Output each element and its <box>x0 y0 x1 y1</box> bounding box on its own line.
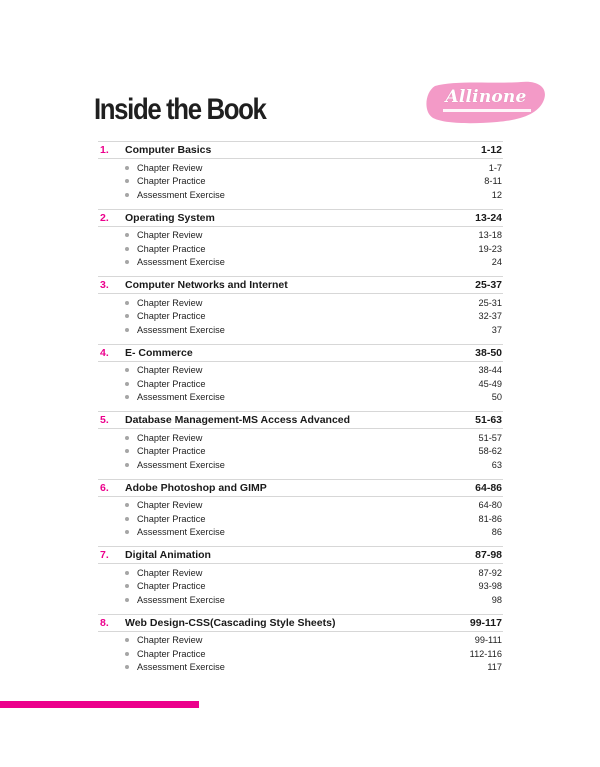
toc-subitem[interactable] <box>98 634 503 648</box>
section-title: E- Commerce <box>125 346 193 359</box>
toc-subitem[interactable] <box>98 566 503 580</box>
bullet-icon <box>125 638 129 642</box>
subitem-pages: 13-18 <box>478 230 502 241</box>
subitem-label: Assessment Exercise <box>137 257 225 268</box>
section-number: 8. <box>100 616 109 629</box>
subitem-label: Assessment Exercise <box>137 459 225 470</box>
toc-section-6 <box>98 479 503 540</box>
toc-subitem[interactable] <box>98 661 503 675</box>
subitem-label: Chapter Review <box>137 162 203 173</box>
section-title: Adobe Photoshop and GIMP <box>125 481 267 494</box>
allinone-logo <box>425 80 547 126</box>
subitem-pages: 117 <box>487 662 502 673</box>
section-heading[interactable] <box>98 411 503 429</box>
bullet-icon <box>125 598 129 602</box>
bullet-icon <box>125 503 129 507</box>
bullet-icon <box>125 665 129 669</box>
bullet-icon <box>125 193 129 197</box>
bullet-icon <box>125 463 129 467</box>
toc-subitem[interactable] <box>98 445 503 459</box>
toc-subitem[interactable] <box>98 512 503 526</box>
subitem-label: Chapter Review <box>137 432 203 443</box>
toc-subitem[interactable] <box>98 310 503 324</box>
subitem-label: Assessment Exercise <box>137 324 225 335</box>
section-number: 6. <box>100 481 109 494</box>
logo-text: Allinone <box>445 87 527 107</box>
subitem-label: Chapter Review <box>137 297 203 308</box>
logo-tagline <box>443 109 531 112</box>
subitem-pages: 37 <box>491 324 502 335</box>
section-heading[interactable] <box>98 276 503 294</box>
toc-subitem[interactable] <box>98 323 503 337</box>
toc-section-5 <box>98 411 503 472</box>
toc-subitem[interactable] <box>98 364 503 378</box>
subitem-pages: 93-98 <box>478 581 502 592</box>
subitem-pages: 87-92 <box>478 567 502 578</box>
subitem-label: Chapter Practice <box>137 513 206 524</box>
footer-accent-bar <box>0 701 199 708</box>
subitem-label: Assessment Exercise <box>137 594 225 605</box>
section-number: 5. <box>100 414 109 426</box>
toc-section-8 <box>98 614 503 675</box>
bullet-icon <box>125 382 129 386</box>
subitem-label: Chapter Review <box>137 567 203 578</box>
toc-subitem[interactable] <box>98 188 503 202</box>
toc-subitem[interactable] <box>98 175 503 189</box>
bullet-icon <box>125 652 129 656</box>
bullet-icon <box>125 260 129 264</box>
subitem-label: Chapter Review <box>137 635 203 646</box>
subitem-label: Chapter Review <box>137 500 203 511</box>
subitem-label: Assessment Exercise <box>137 392 225 403</box>
section-pages: 38-50 <box>475 346 502 359</box>
bullet-icon <box>125 368 129 372</box>
section-title: Computer Networks and Internet <box>125 279 288 291</box>
toc-subitem[interactable] <box>98 377 503 391</box>
subitem-pages: 63 <box>491 459 502 470</box>
section-number: 4. <box>100 346 109 359</box>
subitem-pages: 98 <box>491 594 502 605</box>
bullet-icon <box>125 571 129 575</box>
bullet-icon <box>125 301 129 305</box>
toc-subitem[interactable] <box>98 391 503 405</box>
section-heading[interactable] <box>98 614 503 632</box>
subitem-label: Chapter Practice <box>137 243 206 254</box>
toc-subitem[interactable] <box>98 499 503 513</box>
subitem-pages: 112-116 <box>469 648 502 659</box>
section-title: Operating System <box>125 211 215 224</box>
toc-section-3 <box>98 276 503 337</box>
bullet-icon <box>125 395 129 399</box>
bullet-icon <box>125 449 129 453</box>
section-number: 3. <box>100 279 109 291</box>
toc-subitem[interactable] <box>98 296 503 310</box>
subitem-pages: 51-57 <box>478 432 502 443</box>
section-number: 1. <box>100 144 109 156</box>
subitem-label: Assessment Exercise <box>137 189 225 200</box>
subitem-label: Chapter Practice <box>137 648 206 659</box>
bullet-icon <box>125 530 129 534</box>
subitem-label: Assessment Exercise <box>137 662 225 673</box>
bullet-icon <box>125 517 129 521</box>
section-title: Database Management-MS Access Advanced <box>125 414 351 426</box>
bullet-icon <box>125 233 129 237</box>
subitem-pages: 12 <box>491 189 502 200</box>
toc-subitem[interactable] <box>98 647 503 661</box>
bullet-icon <box>125 314 129 318</box>
subitem-pages: 1-7 <box>488 162 502 173</box>
section-pages: 13-24 <box>475 211 502 224</box>
section-pages: 64-86 <box>475 481 502 494</box>
toc-section-2 <box>98 209 503 270</box>
toc-section-1 <box>98 141 503 202</box>
subitem-label: Assessment Exercise <box>137 527 225 538</box>
section-heading[interactable] <box>98 141 503 159</box>
toc-section-7 <box>98 546 503 607</box>
subitem-pages: 38-44 <box>478 365 502 376</box>
bullet-icon <box>125 436 129 440</box>
subitem-pages: 58-62 <box>478 446 502 457</box>
section-pages: 25-37 <box>475 279 502 291</box>
subitem-pages: 25-31 <box>478 297 502 308</box>
subitem-label: Chapter Practice <box>137 581 206 592</box>
toc-subitem[interactable] <box>98 229 503 243</box>
bullet-icon <box>125 328 129 332</box>
toc-section-4 <box>98 344 503 405</box>
toc-subitem[interactable] <box>98 526 503 540</box>
section-title: Web Design-CSS(Cascading Style Sheets) <box>125 616 336 629</box>
subitem-pages: 64-80 <box>478 500 502 511</box>
section-heading[interactable] <box>98 546 503 564</box>
subitem-pages: 8-11 <box>484 176 502 187</box>
subitem-pages: 24 <box>491 257 502 268</box>
section-number: 2. <box>100 211 109 224</box>
subitem-label: Chapter Review <box>137 230 203 241</box>
section-heading[interactable] <box>98 344 503 362</box>
bullet-icon <box>125 584 129 588</box>
toc-subitem[interactable] <box>98 431 503 445</box>
section-title: Computer Basics <box>125 144 212 156</box>
toc-subitem[interactable] <box>98 593 503 607</box>
subitem-pages: 32-37 <box>478 311 502 322</box>
section-heading[interactable] <box>98 209 503 227</box>
subitem-pages: 45-49 <box>478 378 502 389</box>
section-heading[interactable] <box>98 479 503 497</box>
section-pages: 51-63 <box>475 414 502 426</box>
section-number: 7. <box>100 549 109 561</box>
toc-subitem[interactable] <box>98 256 503 270</box>
section-pages: 99-117 <box>469 616 502 629</box>
section-title: Digital Animation <box>125 549 211 561</box>
subitem-label: Chapter Review <box>137 365 203 376</box>
subitem-label: Chapter Practice <box>137 378 206 389</box>
subitem-pages: 99-111 <box>474 635 502 646</box>
toc-subitem[interactable] <box>98 580 503 594</box>
subitem-pages: 86 <box>491 527 502 538</box>
section-pages: 87-98 <box>475 549 502 561</box>
section-pages: 1-12 <box>480 144 502 156</box>
bullet-icon <box>125 166 129 170</box>
subitem-label: Chapter Practice <box>137 446 206 457</box>
toc-subitem[interactable] <box>98 242 503 256</box>
subitem-label: Chapter Practice <box>137 176 206 187</box>
bullet-icon <box>125 179 129 183</box>
subitem-label: Chapter Practice <box>137 311 206 322</box>
toc-subitem[interactable] <box>98 458 503 472</box>
toc-subitem[interactable] <box>98 161 503 175</box>
subitem-pages: 81-86 <box>478 513 502 524</box>
page-title: Inside the Book <box>94 93 266 126</box>
subitem-pages: 50 <box>491 392 502 403</box>
subitem-pages: 19-23 <box>478 243 502 254</box>
bullet-icon <box>125 247 129 251</box>
